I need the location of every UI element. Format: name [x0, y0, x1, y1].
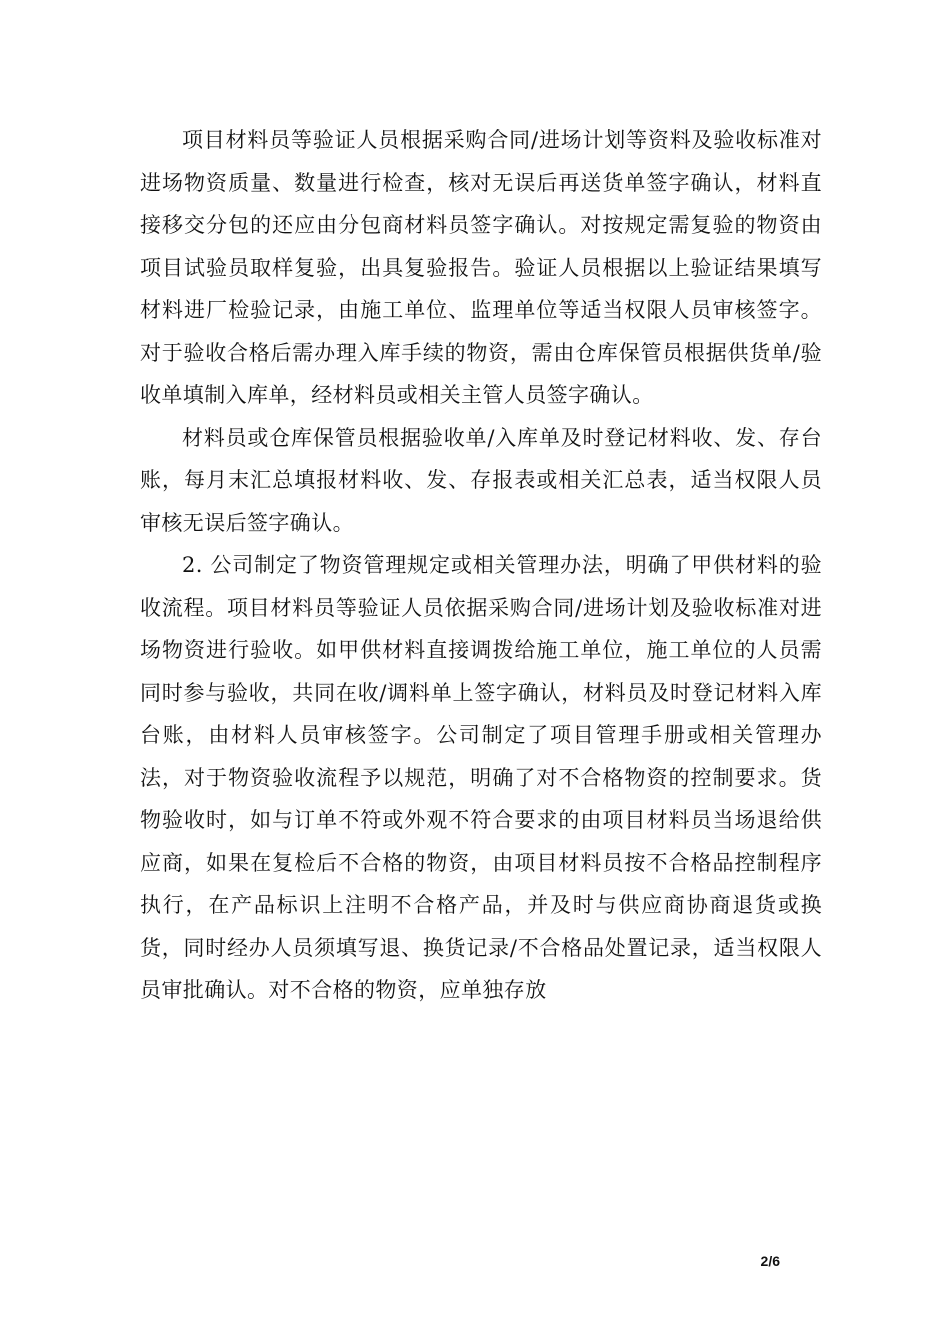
paragraph-2: 材料员或仓库保管员根据验收单/入库单及时登记材料收、发、存台账，每月末汇总填报材料收、发、存报表或相关汇总表，适当权限人员审核无误后签字确认。: [140, 425, 822, 535]
body-text: [140, 119, 822, 1012]
paragraph-1: 项目材料员等验证人员根据采购合同/进场计划等资料及验收标准对进场物资质量、数量进行检查，核对无误后再送货单签字确认，材料直接移交分包的还应由分包商材料员签字确认。对按规定需复验的物资由项目试验员取样复验，出具复验报告。验证人员根据以上验证结果填写材料进厂检验记录，由施工单位、监理单位等适当权限人员审核签字。对于验收合格后需办理入库手续的物资，需由仓库保管员根据供货单/验收单填制入库单，经材料员或相关主管人员签字确认。: [140, 128, 822, 407]
paragraph-3: 2. 公司制定了物资管理规定或相关管理办法，明确了甲供材料的验收流程。项目材料员等验证人员依据采购合同/进场计划及验收标准对进场物资进行验收。如甲供材料直接调拨给施工单位，施工单位的人员需同时参与验收，共同在收/调料单上签字确认，材料员及时登记材料入库台账，由材料人员审核签字。公司制定了项目管理手册或相关管理办法，对于物资验收流程予以规范，明确了对不合格物资的控制要求。货物验收时，如与订单不符或外观不符合要求的由项目材料员当场退给供应商，如果在复检后不合格的物资，由项目材料员按不合格品控制程序执行，在产品标识上注明不合格产品，并及时与供应商协商退货或换货，同时经办人员须填写退、换货记录/不合格品处置记录，适当权限人员审批确认。对不合格的物资，应单独存放: [140, 553, 822, 1002]
page-number: 2/6: [760, 1253, 780, 1269]
